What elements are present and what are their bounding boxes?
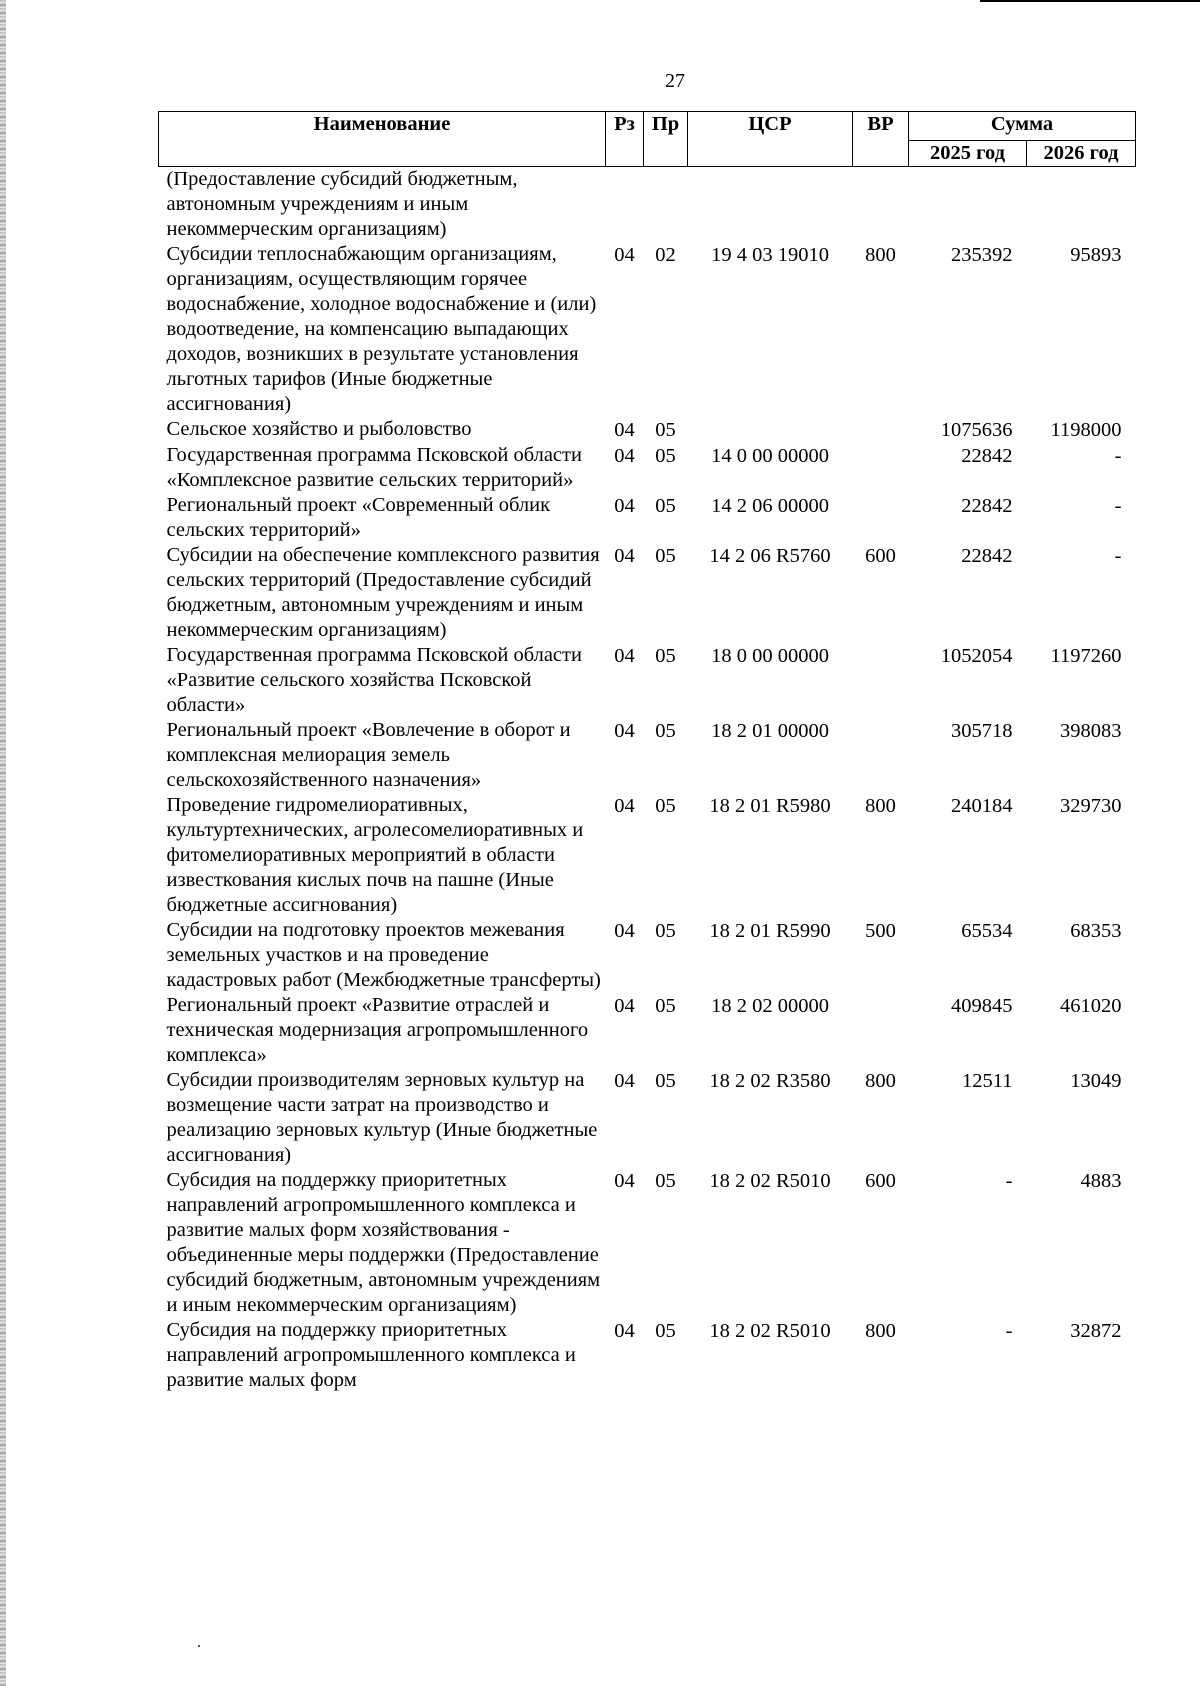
row-sum-2025 bbox=[909, 167, 1027, 243]
row-name: Государственная программа Псковской области «Комплексное развитие сельских территорий» bbox=[166, 444, 582, 491]
row-pr: 02 bbox=[655, 244, 676, 266]
row-csr: 19 4 03 19010 bbox=[711, 244, 829, 266]
row-csr: 18 0 00 00000 bbox=[711, 645, 829, 667]
row-sum-2025: 240184 bbox=[951, 795, 1013, 817]
row-sum-2026: 32872 bbox=[1070, 1320, 1122, 1342]
row-sum-2026: 68353 bbox=[1070, 920, 1122, 942]
table-row bbox=[159, 417, 1136, 443]
row-sum-2025: 22842 bbox=[961, 545, 1013, 567]
row-sum-2025: 409845 bbox=[951, 995, 1013, 1017]
row-sum-2026: 95893 bbox=[1070, 244, 1122, 266]
row-vr: 800 bbox=[865, 1320, 896, 1342]
scan-speck bbox=[198, 1645, 200, 1647]
row-pr: 05 bbox=[655, 495, 676, 517]
row-rz: 04 bbox=[614, 495, 635, 517]
row-rz: 04 bbox=[614, 995, 635, 1017]
row-sum-2025: 1052054 bbox=[940, 645, 1013, 667]
table-header bbox=[159, 112, 1136, 167]
row-sum-2025: 235392 bbox=[951, 244, 1013, 266]
row-rz: 04 bbox=[614, 545, 635, 567]
header-year-2026: 2026 год bbox=[1027, 141, 1136, 167]
scan-left-edge bbox=[0, 0, 6, 1686]
row-vr bbox=[853, 493, 909, 543]
row-sum-2025: 305718 bbox=[951, 720, 1013, 742]
row-csr: 18 2 02 R5010 bbox=[709, 1320, 831, 1342]
row-rz: 04 bbox=[614, 920, 635, 942]
table-row bbox=[159, 167, 1136, 243]
row-name: Региональный проект «Развитие отраслей и техническая модернизация агропромышленного комплекса» bbox=[166, 994, 589, 1066]
row-rz: 04 bbox=[614, 645, 635, 667]
row-csr: 18 2 02 R3580 bbox=[709, 1070, 831, 1092]
row-pr: 05 bbox=[655, 419, 676, 441]
row-pr: 05 bbox=[655, 920, 676, 942]
table-row bbox=[159, 1318, 1136, 1393]
table-row bbox=[159, 918, 1136, 993]
row-vr: 600 bbox=[865, 1170, 896, 1192]
row-name: Сельское хозяйство и рыболовство bbox=[166, 418, 472, 440]
row-sum-2025: - bbox=[1005, 1320, 1013, 1342]
row-csr: 18 2 01 R5990 bbox=[709, 920, 831, 942]
table-row bbox=[159, 643, 1136, 718]
row-rz: 04 bbox=[614, 1070, 635, 1092]
row-pr: 05 bbox=[655, 645, 676, 667]
row-pr: 05 bbox=[655, 545, 676, 567]
header-year-2025: 2025 год bbox=[909, 141, 1027, 167]
row-sum-2025: 1075636 bbox=[940, 419, 1013, 441]
table-row bbox=[159, 242, 1136, 417]
table-row bbox=[159, 1068, 1136, 1168]
row-csr: 18 2 02 R5010 bbox=[709, 1170, 831, 1192]
table-row bbox=[159, 793, 1136, 918]
table-row bbox=[159, 493, 1136, 543]
row-name: Субсидии теплоснабжающим организациям, организациям, осуществляющим горячее водоснабжение, холодное водоснабжение и (или) водоотведение, на компенсацию выпадающих доходов, возникших в результате установления льготных тарифов (Иные бюджетные ассигнования) bbox=[166, 243, 597, 415]
row-sum-2025: 22842 bbox=[961, 445, 1013, 467]
row-sum-2026: 4883 bbox=[1080, 1170, 1122, 1192]
row-rz: 04 bbox=[614, 1320, 635, 1342]
row-sum-2026: - bbox=[1114, 545, 1122, 567]
header-vr: ВР bbox=[853, 112, 909, 167]
row-sum-2026: 461020 bbox=[1060, 995, 1122, 1017]
table-body bbox=[159, 167, 1136, 1394]
row-vr bbox=[853, 643, 909, 718]
row-pr: 05 bbox=[655, 445, 676, 467]
row-name: (Предоставление субсидий бюджетным, автономным учреждениям и иным некоммерческим организациям) bbox=[166, 168, 518, 240]
row-sum-2026: 1197260 bbox=[1050, 645, 1122, 667]
row-pr: 05 bbox=[655, 1070, 676, 1092]
row-rz: 04 bbox=[614, 795, 635, 817]
row-rz: 04 bbox=[614, 445, 635, 467]
row-vr bbox=[853, 417, 909, 443]
row-sum-2026: 13049 bbox=[1070, 1070, 1122, 1092]
row-name: Государственная программа Псковской области «Развитие сельского хозяйства Псковской области» bbox=[166, 644, 582, 716]
scan-top-edge-line bbox=[980, 0, 1200, 2]
row-csr bbox=[688, 417, 853, 443]
row-rz bbox=[606, 167, 644, 243]
row-vr bbox=[853, 167, 909, 243]
row-vr: 600 bbox=[865, 545, 896, 567]
budget-table bbox=[158, 111, 1136, 1393]
row-sum-2025: 65534 bbox=[961, 920, 1013, 942]
page-number: 27 bbox=[665, 70, 685, 92]
row-sum-2025: 12511 bbox=[962, 1070, 1013, 1092]
row-name: Региональный проект «Современный облик сельских территорий» bbox=[166, 494, 551, 541]
row-vr: 800 bbox=[865, 1070, 896, 1092]
row-pr: 05 bbox=[655, 720, 676, 742]
row-rz: 04 bbox=[614, 419, 635, 441]
table-row bbox=[159, 543, 1136, 643]
row-name: Региональный проект «Вовлечение в оборот и комплексная мелиорация земель сельскохозяйственного назначения» bbox=[166, 719, 571, 791]
row-rz: 04 bbox=[614, 244, 635, 266]
row-name: Субсидии на подготовку проектов межевания земельных участков и на проведение кадастровых работ (Межбюджетные трансферты) bbox=[166, 919, 601, 991]
row-rz: 04 bbox=[614, 1170, 635, 1192]
row-sum-2026: 398083 bbox=[1060, 720, 1122, 742]
row-pr: 05 bbox=[655, 1320, 676, 1342]
row-sum-2026: 329730 bbox=[1060, 795, 1122, 817]
table-row bbox=[159, 1168, 1136, 1318]
row-sum-2026: - bbox=[1114, 495, 1122, 517]
header-csr: ЦСР bbox=[688, 112, 853, 167]
row-name: Субсидии производителям зерновых культур на возмещение части затрат на производство и реализацию зерновых культур (Иные бюджетные ассигнования) bbox=[166, 1069, 598, 1166]
row-pr: 05 bbox=[655, 1170, 676, 1192]
header-name: Наименование bbox=[159, 112, 606, 167]
table-row bbox=[159, 993, 1136, 1068]
table-row bbox=[159, 718, 1136, 793]
row-vr: 800 bbox=[865, 244, 896, 266]
row-name: Проведение гидромелиоративных, культуртехнических, агролесомелиоративных и фитомелиоративных мероприятий в области известкования кислых почв на пашне (Иные бюджетные ассигнования) bbox=[166, 794, 584, 916]
row-sum-2026 bbox=[1027, 167, 1136, 243]
row-sum-2026: - bbox=[1114, 445, 1122, 467]
row-csr bbox=[688, 167, 853, 243]
row-csr: 14 2 06 R5760 bbox=[709, 545, 831, 567]
row-vr bbox=[853, 993, 909, 1068]
row-sum-2025: - bbox=[1005, 1170, 1013, 1192]
row-vr bbox=[853, 443, 909, 493]
row-csr: 14 0 00 00000 bbox=[711, 445, 829, 467]
row-csr: 18 2 02 00000 bbox=[711, 995, 829, 1017]
row-rz: 04 bbox=[614, 720, 635, 742]
row-vr: 500 bbox=[865, 920, 896, 942]
row-pr bbox=[644, 167, 688, 243]
header-sum: Сумма bbox=[909, 112, 1136, 141]
row-csr: 18 2 01 00000 bbox=[711, 720, 829, 742]
row-csr: 18 2 01 R5980 bbox=[709, 795, 831, 817]
row-vr: 800 bbox=[865, 795, 896, 817]
row-name: Субсидия на поддержку приоритетных направлений агропромышленного комплекса и развитие малых форм хозяйствования - объединенные меры поддержки (Предоставление субсидий бюджетным, автономным учреждениям и иным некоммерческим организациям) bbox=[166, 1169, 601, 1316]
row-name: Субсидия на поддержку приоритетных направлений агропромышленного комплекса и развитие малых форм bbox=[166, 1319, 576, 1391]
row-name: Субсидии на обеспечение комплексного развития сельских территорий (Предоставление субсидий бюджетным, автономным учреждениям и иным некоммерческим организациям) bbox=[166, 544, 600, 641]
row-pr: 05 bbox=[655, 795, 676, 817]
row-sum-2025: 22842 bbox=[961, 495, 1013, 517]
row-pr: 05 bbox=[655, 995, 676, 1017]
header-rz: Рз bbox=[606, 112, 644, 167]
row-sum-2026: 1198000 bbox=[1050, 419, 1122, 441]
header-pr: Пр bbox=[644, 112, 688, 167]
row-csr: 14 2 06 00000 bbox=[711, 495, 829, 517]
table-row bbox=[159, 443, 1136, 493]
row-vr bbox=[853, 718, 909, 793]
